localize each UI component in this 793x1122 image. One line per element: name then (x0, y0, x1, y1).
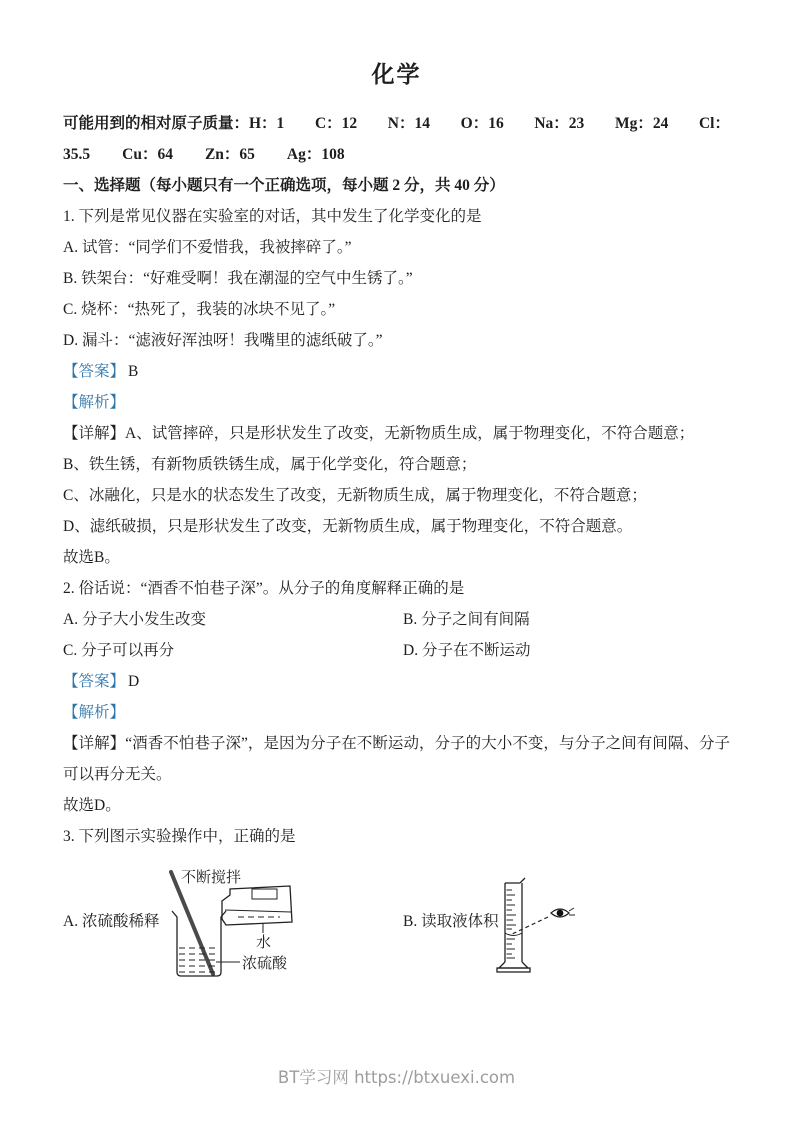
atomic-mass-item: Mg：24 (614, 115, 669, 132)
question-1-option-c: C. 烧杯：“热死了，我装的冰块不见了。” (63, 301, 336, 318)
question-1-option-d: D. 漏斗：“滤液好浑浊呀！我嘴里的滤纸破了。” (63, 332, 383, 349)
question-1-answer-line (63, 356, 730, 387)
question-2-answer-line (63, 666, 730, 697)
answer-tag: 【答案】 (63, 363, 126, 380)
detail-line: 故选B。 (63, 549, 120, 566)
question-2-option-a: A. 分子大小发生改变 (63, 611, 206, 628)
experiment-diagrams (63, 852, 730, 1047)
cylinder-foot (499, 962, 528, 968)
question-1-analysis-tag: 【解析】 (63, 394, 126, 411)
cylinder-base (497, 968, 530, 972)
sight-line (510, 917, 548, 935)
diagram-a-label: A. 浓硫酸稀释 (63, 913, 160, 930)
atomic-masses-line2 (63, 139, 730, 170)
graduated-cylinder (497, 878, 530, 972)
atomic-mass-item: Zn：65 (204, 146, 255, 163)
question-2-options (63, 604, 730, 666)
eye-icon (551, 908, 575, 917)
answer-value: B (128, 363, 139, 380)
question-2-option-b: B. 分子之间有间隔 (403, 611, 530, 628)
watermark-site-link: BT学习网 https://btxuexi.com (277, 1068, 516, 1087)
question-2-stem: 2. 俗话说：“酒香不怕巷子深”。从分子的角度解释正确的是 (63, 580, 465, 597)
diagram-b-label: B. 读取液体积 (403, 913, 499, 930)
question-2-analysis-tag: 【解析】 (63, 704, 126, 721)
atomic-mass-item: Cu：64 (122, 146, 173, 163)
detail-line: 【详解】“酒香不怕巷子深”，是因为分子在不断运动，分子的大小不变，与分子之间有间隔、分子可以再分无关。 (63, 735, 730, 783)
atomic-mass-item: 35.5 (63, 146, 91, 163)
atomic-mass-item: O：16 (460, 115, 504, 132)
water-annotation: 水 (256, 935, 272, 951)
atomic-mass-item: N：14 (387, 115, 430, 132)
question-2-option-d: D. 分子在不断运动 (403, 642, 531, 659)
section-heading: 一、选择题（每小题只有一个正确选项，每小题 2 分，共 40 分） (63, 177, 505, 194)
detail-line: B、铁生锈，有新物质铁锈生成，属于化学变化，符合题意； (63, 456, 477, 473)
page-title: 化学 (371, 62, 422, 87)
question-1-option-a: A. 试管：“同学们不爱惜我，我被摔碎了。” (63, 239, 352, 256)
detail-line: 【详解】A、试管摔碎，只是形状发生了改变，无新物质生成，属于物理变化，不符合题意； (63, 425, 695, 442)
detail-line: D、滤纸破损，只是形状发生了改变，无新物质生成，属于物理变化，不符合题意。 (63, 518, 633, 535)
atomic-mass-item: 可能用到的相对原子质量：H：1 (63, 115, 285, 132)
atomic-mass-item: Na：23 (534, 115, 585, 132)
answer-value: D (128, 673, 140, 690)
volume-reading-diagram (491, 865, 586, 990)
answer-tag: 【答案】 (63, 673, 126, 690)
question-2-option-c: C. 分子可以再分 (63, 642, 175, 659)
atomic-mass-item: Cl： (698, 115, 730, 132)
acid-annotation: 浓硫酸 (242, 956, 288, 972)
atomic-mass-item: Ag：108 (286, 146, 345, 163)
question-1-option-b: B. 铁架台：“好难受啊！我在潮湿的空气中生锈了。” (63, 270, 413, 287)
atomic-mass-item: C：12 (314, 115, 358, 132)
question-3-stem: 3. 下列图示实验操作中，正确的是 (63, 828, 296, 845)
detail-line: C、冰融化，只是水的状态发生了改变，无新物质生成，属于物理变化，不符合题意； (63, 487, 647, 504)
acid-dilution-diagram (158, 865, 368, 995)
atomic-masses-line1 (63, 108, 730, 139)
question-1-stem: 1. 下列是常见仪器在实验室的对话，其中发生了化学变化的是 (63, 208, 482, 225)
beaker-liquid (179, 948, 219, 972)
stir-annotation: 不断搅拌 (181, 870, 242, 886)
water-bottle (222, 886, 292, 925)
detail-line: 故选D。 (63, 797, 121, 814)
